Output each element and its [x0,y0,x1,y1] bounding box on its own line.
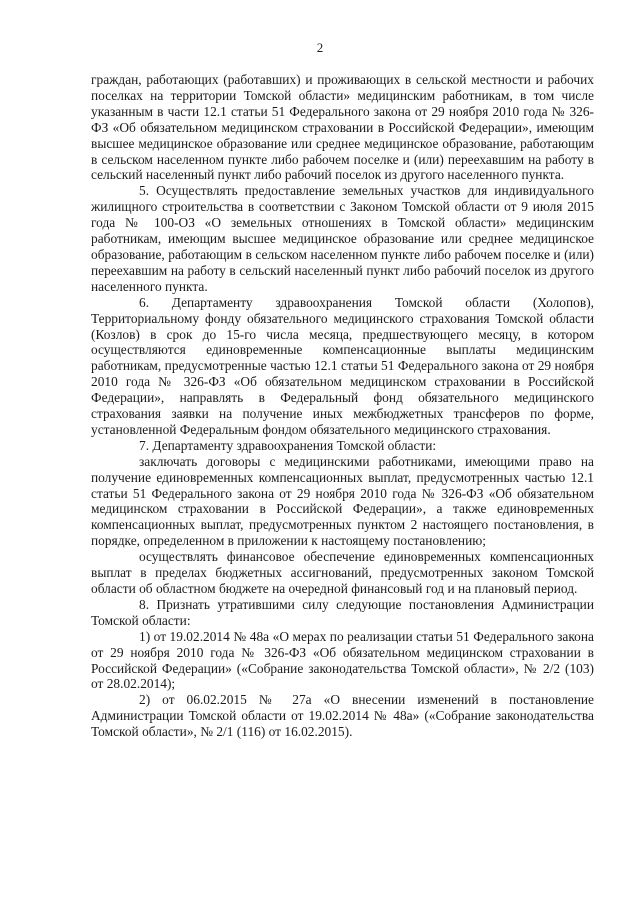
paragraph-item-8-1: 1) от 19.02.2014 № 48а «О мерах по реализации статьи 51 Федерального закона от 29 ноября 2010 года № 326-ФЗ «Об обязательном медицинском страховании в Российской Федерации» («Собрание законодательства Томской области», № 2/2 (103) от 28.02.2014); [91,628,594,692]
paragraph-continuation: граждан, работающих (работавших) и проживающих в сельской местности и рабочих поселках на территории Томской области» медицинским работникам, в том числе указанным в части 12.1 статьи 51 Федерального закона от 29 ноября 2010 года № 326-ФЗ «Об обязательном медицинском страховании в Российской Федерации», имеющим высшее медицинское образование или среднее медицинское образование, работающим в сельском населенном пункте либо рабочем поселке и (или) переехавшим на работу в сельский населенный пункт либо рабочий поселок из другого населенного пункта. [91,72,594,183]
paragraph-item-6: 6. Департаменту здравоохранения Томской области (Холопов), Территориальному фонду обязательного медицинского страхования Томской области (Козлов) в срок до 15-го числа месяца, предшествующего месяцу, в котором осуществляются единовременные компенсационные выплаты медицинским работникам, предусмотренные частью 12.1 статьи 51 Федерального закона от 29 ноября 2010 года № 326-ФЗ «Об обязательном медицинском страховании в Российской Федерации», направлять в Федеральный фонд обязательного медицинского страхования заявки на получение иных межбюджетных трансферов по форме, установленной Федеральным фондом обязательного медицинского страхования. [91,294,594,437]
paragraph-item-7: 7. Департаменту здравоохранения Томской области: [139,437,437,453]
paragraph-item-8-2: 2) от 06.02.2015 № 27а «О внесении изменений в постановление Администрации Томской области от 19.02.2014 № 48а» («Собрание законодательства Томской области», № 2/1 (116) от 16.02.2015). [91,692,594,740]
page-number: 2 [316,40,324,55]
paragraph-item-7-financing: осуществлять финансовое обеспечение единовременных компенсационных выплат в пределах бюджетных ассигнований, предусмотренных законом Томской области об областном бюджете на очередной финансовый год и на плановый период. [91,549,594,596]
document-body [91,72,594,740]
paragraph-item-5: 5. Осуществлять предоставление земельных участков для индивидуального жилищного строительства в соответствии с Законом Томской области от 9 июля 2015 года № 100-ОЗ «О земельных отношениях в Томской области» медицинским работникам, имеющим высшее медицинское образование или среднее медицинское образование, работающим в сельском населенном пункте либо рабочем поселке и (или) переехавшим на работу в сельский населенный пункт либо рабочий поселок из другого населенного пункта. [91,183,594,294]
paragraph-item-7-contracts: заключать договоры с медицинскими работниками, имеющими право на получение единовременных компенсационных выплат, предусмотренных частью 12.1 статьи 51 Федерального закона от 29 ноября 2010 года № 326-ФЗ «Об обязательном медицинском страховании в Российской Федерации», а также единовременных компенсационных выплат, предусмотренных пунктом 2 настоящего постановления, в порядке, определенном в приложении к настоящему постановлению; [91,453,594,549]
paragraph-item-8: 8. Признать утратившими силу следующие постановления Администрации Томской области: [91,596,594,628]
